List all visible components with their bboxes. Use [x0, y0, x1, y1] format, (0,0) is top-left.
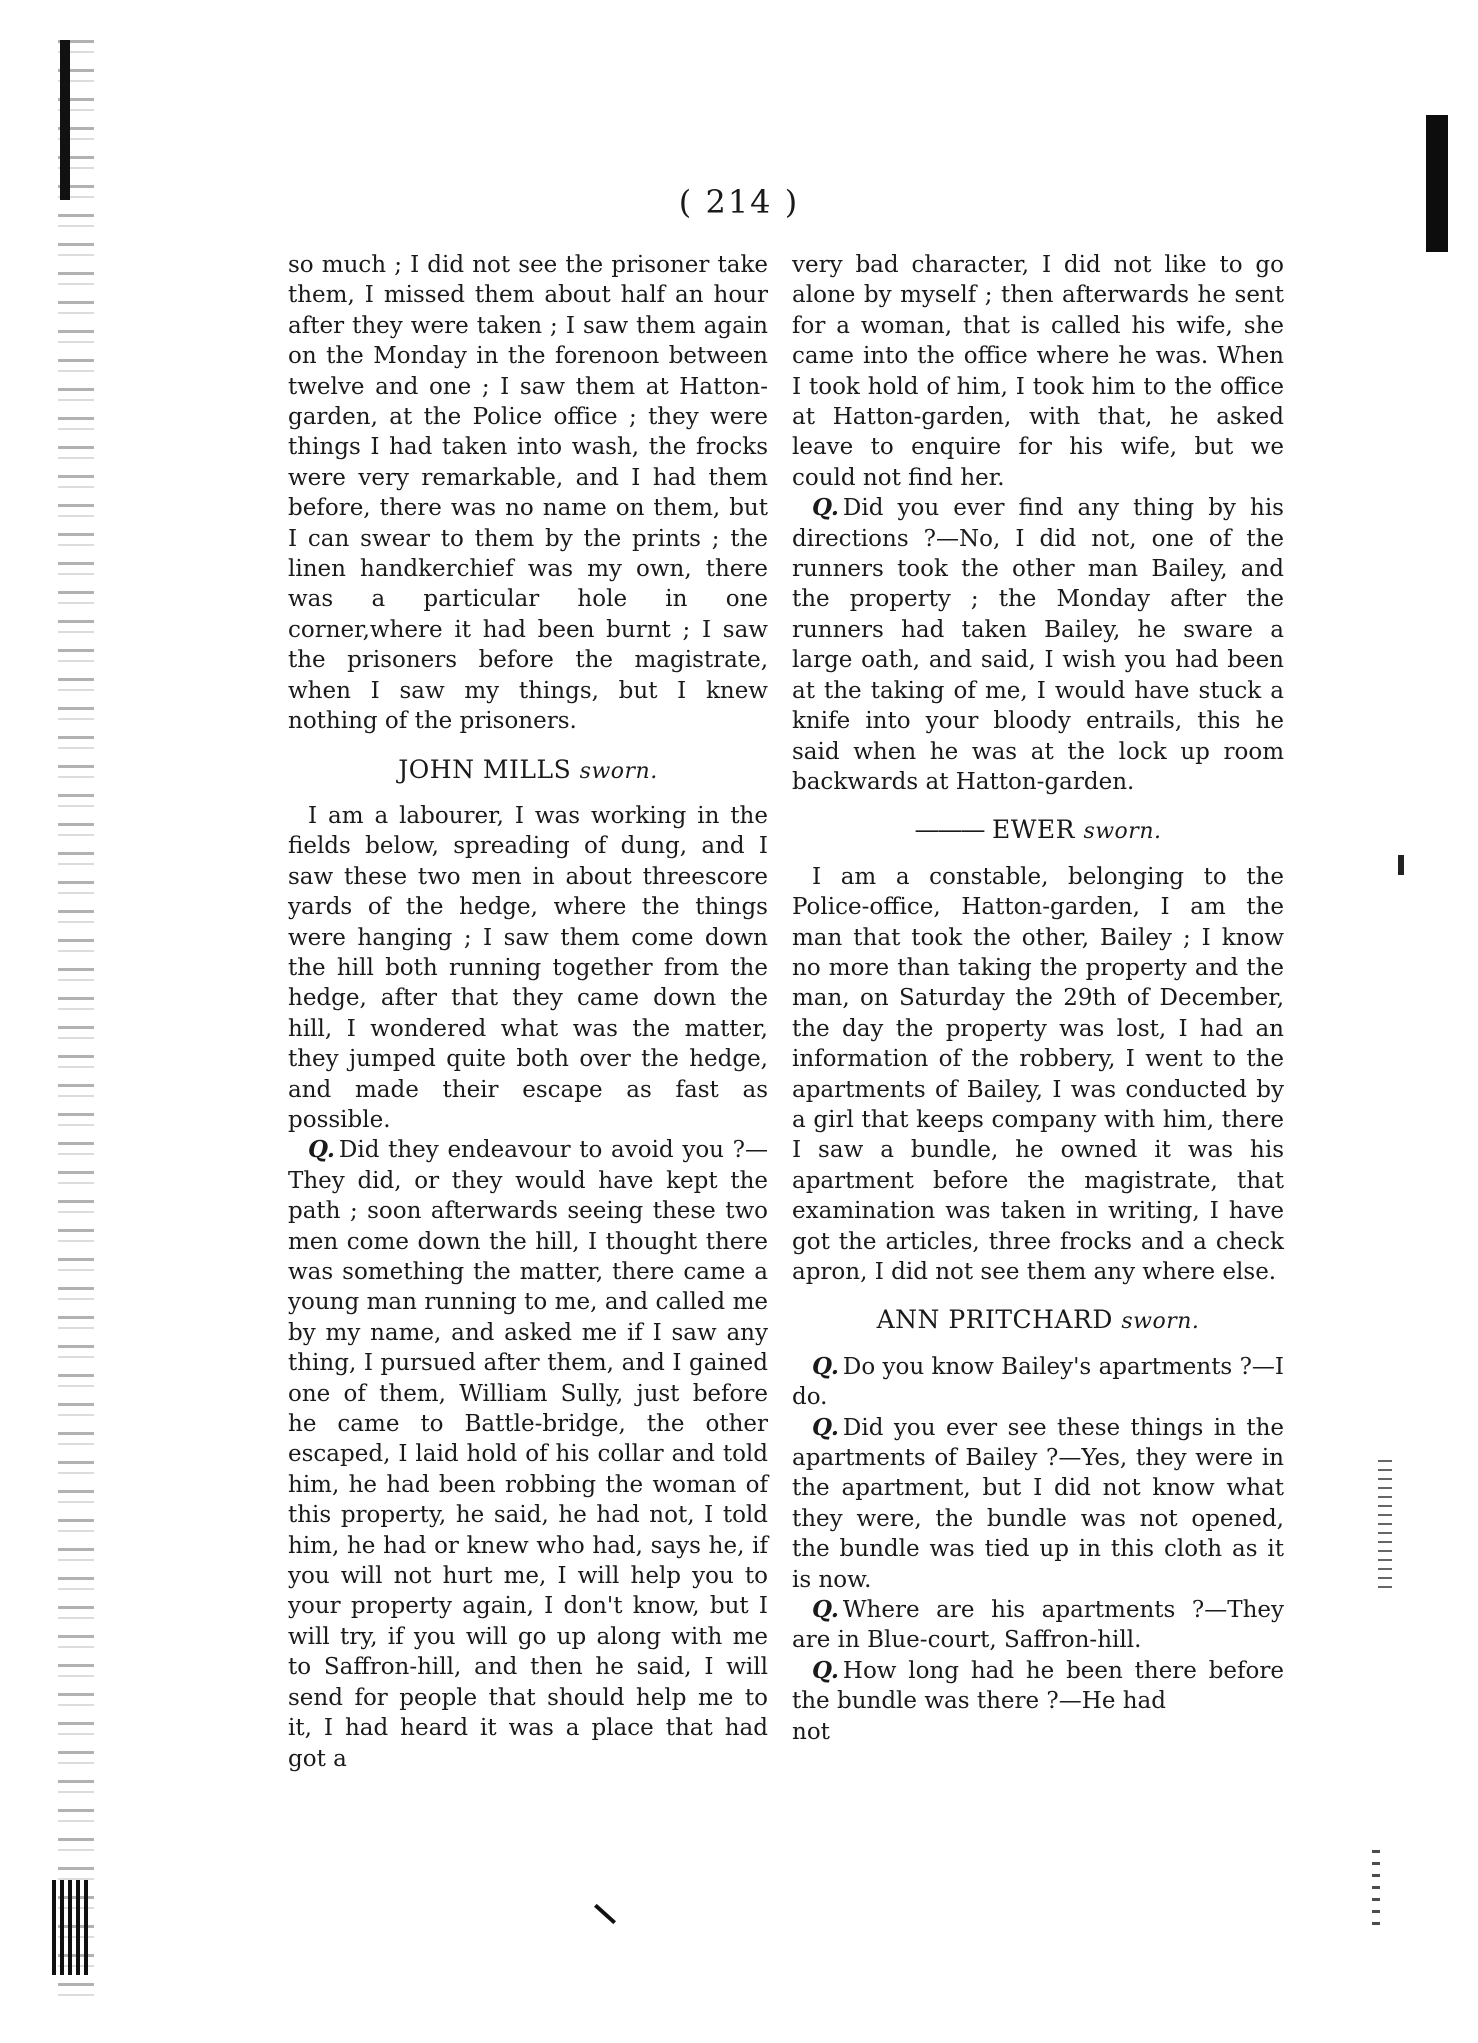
right-paragraph-7: How long had he been there before the bundle was there ?—He had — [792, 1657, 1284, 1715]
right-question-paragraph-3 — [792, 1413, 1284, 1595]
question-mark: Q. — [812, 1352, 839, 1380]
scan-edge-right-mark — [1398, 855, 1404, 875]
page-number: ( 214 ) — [678, 183, 800, 221]
right-column — [792, 250, 1284, 1747]
sworn-label: sworn. — [1121, 1309, 1200, 1335]
witness-name: EWER — [991, 815, 1075, 845]
right-paragraph-4: Do you know Bailey's apartments ?—I do. — [792, 1353, 1284, 1411]
sworn-label: sworn. — [1083, 819, 1162, 845]
right-question-paragraph-4 — [792, 1595, 1284, 1656]
right-paragraph-1: very bad character, I did not like to go alone by myself ; then afterwards he sent for a woman, that is called his wife, she came into the office where he was. When I took hold of him, I took him to the office at Hatton-garden, with that, he asked leave to enquire for his wife, but we could not find her. — [792, 252, 1284, 491]
witness-heading-ewer — [792, 815, 1284, 847]
name-dash: ——— — [914, 815, 984, 845]
left-question-paragraph — [288, 1135, 768, 1774]
left-paragraph-1: so much ; I did not see the prisoner take them, I missed them about half an hour after they were taken ; I saw them again on the Monday in the forenoon between twelve and one ; I saw them at Hatton-garden, at the Police office ; they were things I had taken into wash, the frocks were very remarkable, and I had them before, there was no name on them, but I can swear to them by the prints ; the linen handkerchief was my own, there was a particular hole in one corner,where it had been burnt ; I saw the prisoners before the magistrate, when I saw my things, but I knew nothing of the prisoners. — [288, 252, 768, 735]
right-question-paragraph-1 — [792, 493, 1284, 797]
question-mark: Q. — [812, 1413, 839, 1441]
right-paragraph-6: Where are his apartments ?—They are in Blue-court, Saffron-hill. — [792, 1597, 1284, 1654]
scan-edge-left-bar — [60, 40, 70, 200]
left-column — [288, 250, 768, 1774]
witness-heading-john-mills — [288, 755, 768, 787]
question-mark: Q. — [812, 1596, 839, 1624]
sworn-label: sworn. — [579, 758, 658, 784]
scan-edge-left — [58, 40, 94, 2000]
left-paragraph-3: Did they endeavour to avoid you ?—They did, or they would have kept the path ; soon afterwards seeing these two men come down the hill, I thought there was something the matter, there came a young man running to me, and called me by my name, and asked me if I saw any thing, I pursued after them, and I gained one of them, William Sully, just before he came to Battle-bridge, the other escaped, I laid hold of his collar and told him, he had been robbing the woman of this property, he said, he had not, I told him, he had or knew who had, says he, if you will not hurt me, I will help you to your property again, I don't know, but I will try, if you will go up along with me to Saffron-hill, and then he said, I will send for people that should help me to it, I had heard it was a place that had got a — [288, 1137, 768, 1772]
right-paragraph-3: I am a constable, belonging to the Police-office, Hatton-garden, I am the man that took the other, Bailey ; I know no more than taking the property and the man, on Saturday the 29th of December, the day the property was lost, I had an information of the robbery, I went to the apartments of Bailey, I was conducted by a girl that keeps company with him, there I saw a bundle, he owned it was his apartment before the magistrate, that examination was taken in writing, I have got the articles, three frocks and a check apron, I did not see them any where else. — [792, 863, 1284, 1285]
right-question-paragraph-5 — [792, 1656, 1284, 1717]
scan-bottom-mark — [594, 1904, 616, 1924]
catchword: not — [792, 1718, 830, 1745]
scan-edge-right-dots — [1378, 1460, 1392, 1590]
scan-edge-right-dots-lower — [1372, 1850, 1380, 1925]
witness-name: JOHN MILLS — [398, 754, 572, 784]
witness-heading-ann-pritchard — [792, 1305, 1284, 1337]
right-paragraph-5: Did you ever see these things in the apartments of Bailey ?—Yes, they were in the apartment, but I did not know what they were, the bundle was not opened, the bundle was tied up in this cloth as it is now. — [792, 1414, 1284, 1593]
witness-name: ANN PRITCHARD — [876, 1305, 1113, 1335]
right-question-paragraph-2 — [792, 1352, 1284, 1413]
question-mark: Q. — [812, 1656, 839, 1684]
left-paragraph-2: I am a labourer, I was working in the fields below, spreading of dung, and I saw these two men in about threescore yards of the hedge, where the things were hanging ; I saw them come down the hill both running together from the hedge, after that they came down the hill, I wondered what was the matter, they jumped quite both over the hedge, and made their escape as fast as possible. — [288, 802, 768, 1133]
scan-edge-left-bottom — [52, 1880, 92, 1975]
question-mark: Q. — [812, 494, 839, 522]
question-mark: Q. — [308, 1136, 335, 1164]
right-paragraph-2: Did you ever find any thing by his directions ?—No, I did not, one of the runners took the other man Bailey, and the property ; the Monday after the runners had taken Bailey, he sware a large oath, and said, I wish you had been at the taking of me, I would have stuck a knife into your bloody entrails, this he said when he was at the lock up room backwards at Hatton-garden. — [792, 495, 1284, 795]
